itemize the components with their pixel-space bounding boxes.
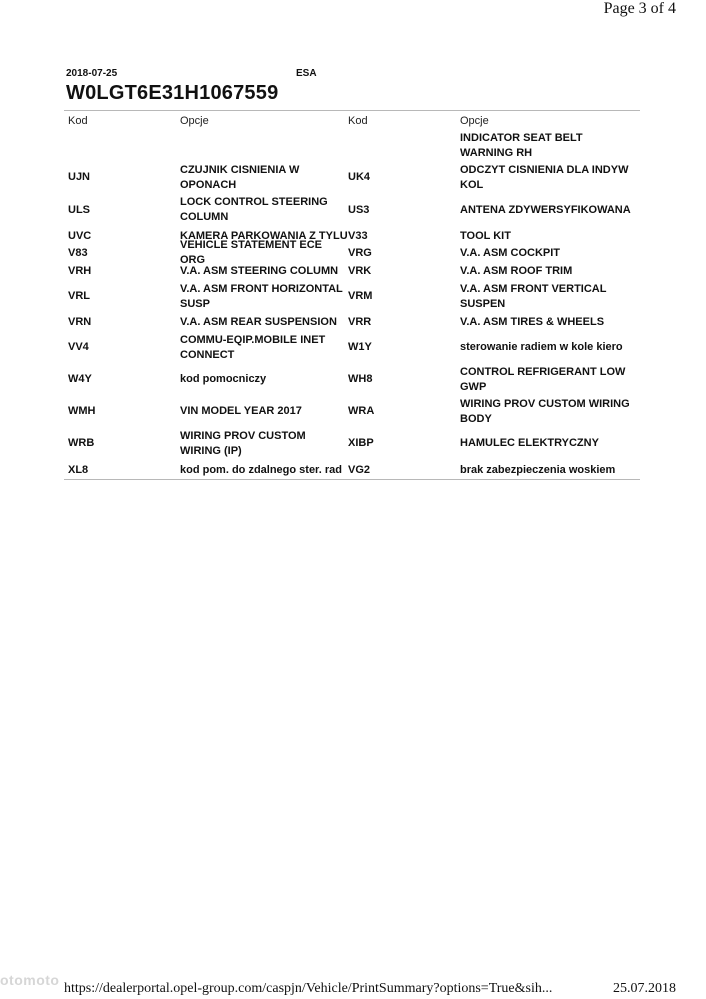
cell-option: kod pomocniczy	[180, 373, 267, 385]
cell-option: COMMU-EQIP.MOBILE INET CONNECT	[180, 333, 326, 361]
cell-option: KAMERA PARKOWANIA Z TYLU	[180, 229, 348, 242]
table-row	[66, 194, 640, 226]
cell-option-2: HAMULEC ELEKTRYCZNY	[460, 437, 599, 449]
cell-code: VRN	[68, 315, 92, 328]
cell-option: kod pom. do zdalnego ster. rad	[180, 463, 342, 476]
table-row	[66, 239, 640, 266]
cell-code: XL8	[68, 463, 89, 476]
cell-code-2: WH8	[348, 373, 373, 385]
cell-code-2: W1Y	[348, 341, 372, 353]
cell-code-2: VRK	[348, 264, 372, 277]
cell-option-2: brak zabezpieczenia woskiem	[460, 463, 616, 476]
table-top-rule	[64, 110, 640, 111]
cell-option-2: ANTENA ZDYWERSYFIKOWANA	[460, 203, 631, 216]
footer-date: 25.07.2018	[613, 981, 676, 996]
cell-code-2: VRR	[348, 315, 372, 328]
report-code: ESA	[296, 68, 317, 79]
cell-code-2: WRA	[348, 405, 375, 417]
cell-code-2: V33	[348, 229, 368, 242]
table-row	[66, 130, 640, 161]
cell-code-2	[348, 130, 458, 161]
cell-code-2: VG2	[348, 463, 371, 476]
cell-code-2: VRM	[348, 290, 373, 302]
table-row	[66, 228, 640, 244]
cell-code: WMH	[68, 405, 96, 417]
cell-option-2: sterowanie radiem w kole kiero	[460, 341, 623, 353]
cell-code: VRL	[68, 290, 90, 302]
page-number: Page 3 of 4	[603, 0, 676, 17]
column-header-opcje: Opcje	[180, 115, 209, 127]
table-row	[66, 462, 640, 478]
footer-url: https://dealerportal.opel-group.com/caspjn/Vehicle/PrintSummary?options=True&sih...	[64, 981, 553, 996]
column-header-opcje-2: Opcje	[460, 115, 489, 127]
cell-code: VV4	[68, 341, 89, 353]
cell-option-2: V.A. ASM TIRES & WHEELS	[460, 315, 605, 328]
cell-option: VEHICLE STATEMENT ECE ORG	[180, 239, 322, 266]
column-header-kod: Kod	[68, 115, 88, 127]
report-date: 2018-07-25	[66, 68, 118, 79]
cell-option: WIRING PROV CUSTOM WIRING (IP)	[180, 429, 306, 457]
cell-option-2: CONTROL REFRIGERANT LOW GWP	[460, 365, 626, 393]
cell-option: VIN MODEL YEAR 2017	[180, 405, 302, 417]
vin-title: W0LGT6E31H1067559	[66, 82, 279, 104]
cell-option-2: ODCZYT CISNIENIA DLA INDYW KOL	[460, 163, 629, 191]
table-row	[66, 263, 640, 279]
watermark-logo: otomoto	[0, 972, 60, 988]
cell-code-2: VRG	[348, 246, 372, 259]
cell-option-2: V.A. ASM COCKPIT	[460, 246, 561, 259]
table-row	[66, 332, 640, 363]
cell-code-2: US3	[348, 203, 370, 216]
cell-option: LOCK CONTROL STEERING COLUMN	[180, 196, 328, 223]
cell-code-2: UK4	[348, 171, 371, 183]
cell-option: V.A. ASM STEERING COLUMN	[180, 264, 339, 277]
cell-code-2: XIBP	[348, 437, 374, 449]
cell-code: WRB	[68, 437, 95, 449]
cell-option-2: WIRING PROV CUSTOM WIRING BODY	[460, 397, 630, 425]
cell-option-2: V.A. ASM ROOF TRIM	[460, 264, 573, 277]
table-bottom-rule	[64, 479, 640, 480]
cell-option-2: INDICATOR SEAT BELT WARNING RH	[460, 131, 583, 159]
cell-code: UVC	[68, 229, 92, 242]
cell-code: UJN	[68, 171, 91, 183]
cell-option: V.A. ASM FRONT HORIZONTAL SUSP	[180, 282, 343, 310]
table-row	[66, 364, 640, 395]
cell-code: V83	[68, 246, 88, 259]
cell-option-2: TOOL KIT	[460, 229, 511, 242]
column-header-kod-2: Kod	[348, 115, 368, 127]
table-row	[66, 428, 640, 459]
cell-option-2: V.A. ASM FRONT VERTICAL SUSPEN	[460, 282, 607, 310]
cell-code: W4Y	[68, 373, 92, 385]
cell-code	[68, 130, 178, 161]
cell-option	[180, 130, 348, 161]
table-row	[66, 162, 640, 193]
cell-code: VRH	[68, 264, 92, 277]
cell-code: ULS	[68, 203, 90, 216]
table-row	[66, 281, 640, 312]
table-row	[66, 314, 640, 330]
cell-option: CZUJNIK CISNIENIA W OPONACH	[180, 163, 300, 191]
cell-option: V.A. ASM REAR SUSPENSION	[180, 315, 337, 328]
table-row	[66, 396, 640, 427]
